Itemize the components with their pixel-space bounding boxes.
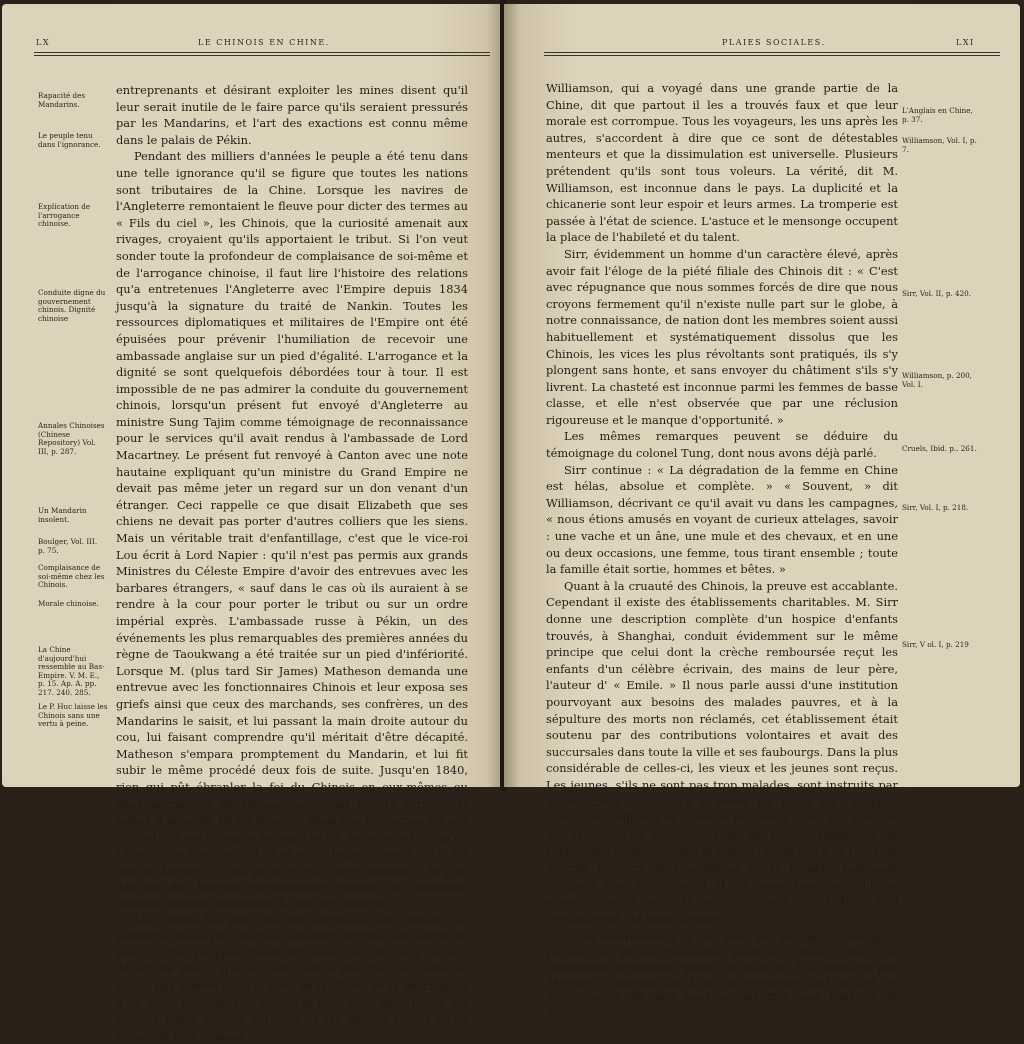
right-margin-note: Williamson, p. 200, Vol. I. [902,371,972,389]
left-body-text [116,82,468,1043]
right-margin-note: L'Anglais en Chine, p. 37. [902,106,973,124]
right-margin-note: Cruels, Ibid. p.. 261. [902,444,977,453]
paragraph: entreprenants et désirant exploiter les mines disent qu'il leur serait inutile de le faire parce qu'ils seraient pressurés par les Mandarins, et l'art des exactions est connu même dans le palais de Pékin. [116,83,468,147]
left-margin-note: Conduite digne du gouvernement chinois. Dignité chinoise [38,288,106,323]
right-body-text [546,80,898,1018]
left-margin-note: Annales Chinoises (Chinese Repository) Vol. III, p. 287. [38,421,105,456]
left-margin-note: Explication de l'arrogance chinoise. [38,202,91,229]
block-quote: « Les enterrements se font avec une décence convenable. Le cercueil et les funérailles pourraient faire honte à la chrétienne Angleterre, quand on réfléchit à la manière peu décente et souvent tout-à-fait inconvenante dont se font les enterrements de nos pauvres, inhumés aux frais de la paroisse. » [546,932,898,1018]
left-margin-note: Morale chinoise. [38,599,99,608]
right-page-number: LXI [956,38,975,47]
paragraph: Sirr continue : « La dégradation de la femme en Chine est hélas, absolue et complète. » « Souvent, » dit Williamson, décrivant ce qu'il avait vu dans les campagnes, « nous étions amusés en voyant de curieux attelages, savoir : une vache et un âne, une mule et des chevaux, et en une ou deux occasions, une femme, tous tirant ensemble ; toute la famille était sortie, hommes et bêtes. » [546,462,898,577]
left-margin-note: Le P. Huc laisse les Chinois sans une vertu à peine. [38,702,108,729]
left-header-rule [34,52,490,56]
right-running-header: PLAIES SOCIALES. [722,38,826,47]
paragraph: Les mêmes remarques peuvent se déduire du témoignage du colonel Tung, dont nous avons déjà parlé. [546,429,898,461]
paragraph: Les crimes les plus vils sont attribués aux Chinois. La peinture tracée par chaque voyageur rappelle les temps du Bas-Empire. Le père David dit avec chagrin, lors de son départ de Pékin, que le sentiment d'affection naturelle ne paraît pas exister dans le nord de la Chine, et la description d'un autre missionnaire jésuite le père Huc, description qui ne leur laisse aucune vertu et ne les montre riches qu'en vices, est bien connue. [116,912,468,1043]
left-margin-note: Complaisance de soi-même chez les Chinois. [38,563,105,590]
left-margin-note: La Chine d'aujourd'hui ressemble au Bas-Empire. V. M. E., p. 15. Ap. A. pp. 217. 240. 285. [38,645,105,697]
paragraph: Pendant des milliers d'années le peuple a été tenu dans une telle ignorance qu'il se figure que toutes les nations sont tributaires de la Chine. Lorsque les navires de l'Angleterre remontaient le fleuve pour dicter des termes au « Fils du ciel », les Chinois, que la curiosité amenait aux rivages, croyaient qu'ils apportaient le tribut. Si l'on veut sonder toute la profondeur de complaisance de soi-même et de l'arrogance chinoise, il faut lire l'histoire des relations qu'a entretenues l'Angleterre avec l'Empire depuis 1834 jusqu'à la signature du traité de Nankin. Toutes les ressources diplomatiques et militaires de l'Empire ont été épuisées pour prévenir l'humiliation de recevoir une ambassade anglaise sur un pied d'égalité. L'arrogance et la dignité se sont quelquefois débordées tour à tour. Il est impossible de ne pas admirer la conduite du gouvernement chinois, lorsqu'un présent fut envoyé d'Angleterre au ministre Sung Tajim comme témoignage de reconnaissance pour le services qu'il avait rendus à l'ambassade de Lord Macartney. Le présent fut renvoyé à Canton avec une note hautaine expliquant qu'un ministre du Grand Empire ne devait pas même jeter un regard sur un don venant d'un étranger. Ceci rappelle ce que disait Elizabeth que ses chiens ne devait pas porter d'autres colliers que les siens. Mais un véritable trait d'enfantillage, c'est que le vice-roi Lou écrit à Lord Napier : qu'il n'est pas permis aux grands Ministres du Céleste Empire d'avoir des entrevues avec les barbares étrangers, « sauf dans le cas où ils auraient à se rendre à la cour pour porter le tribut ou sur un ordre impérial exprès. L'ambassade russe à Pékin, un des événements les plus remarquables des premières années du règne de Taoukwang a été traitée sur un pied d'infériorité. Lorsque M. (plus tard Sir James) Matheson demanda une entrevue avec les fonctionnaires Chinois et leur exposa ses griefs ainsi que ceux des marchands, ses confrères, un des Mandarins le saisit, et lui passant la main droite autour du cou, lui faisant comprendre qu'il méritait d'être décapité. Matheson s'empara promptement du Mandarin, et lui fit subir le même procédé deux fois de suite. Jusqu'en 1840, rien qui pût ébranler la foi du Chinois en eux-mêmes ou dans la majesté de l'Empereur n'était encore arrivé ; et même à présent, ils ne trouvent dans nos personnes ou nos institutions aucun signe de supériorité. Nous avons vu qu'un Chinois, de l'instruction la plus distinguée, ayant vécu dix ans en Europe, et qui parle et écrit avec élégance, la plus délicate des langues européennes regarde la civilisation chinoise comme supérieure à celle de l'Europe. [116,149,468,911]
right-margin-note: Williamson, Vol. I, p. 7. [902,136,977,154]
right-margin-note: Sirr, V ol. I, p. 219 [902,640,969,649]
right-margin-note: Sirr, Vol. I, p. 218. [902,503,969,512]
left-page [2,4,502,1043]
left-margin-note: Un Mandarin insolent. [38,506,87,524]
left-margin-note: Le peuple tenu dans l'ignorance. [38,131,101,149]
right-page [504,4,1020,1018]
paragraph: Quant à la cruauté des Chinois, la preuve est accablante. Cependant il existe des établissements charitables. M. Sirr donne une description complète d'un hospice d'enfants trouvés, à Shanghai, conduit évidemment sur le même principe que celui dont la crèche remboursée reçut les enfants d'un célèbre écrivain, des mains de leur père, l'auteur d' « Emile. » Il nous parle aussi d'une institution pourvoyant aux besoins des malades pauvres, et à la sépulture des morts non réclamés, cet établissement était soutenu par des contributions volontaires et avait des succursales dans toute la ville et ses faubourgs. Dans la plus considérable de celles-ci, les vieux et les jeunes sont reçus. Les jeunes, s'ils ne sont pas trop malades, sont instruits par un maître d'école payé à même les fonds de l'hospice. Quelques vieillards et infirmes reçoivent aussi des secours au dehors. Les cercueils sont de bonne apparence et solidement construits, sur le couvert de la bière se trouvent inscrits le nom de l'institution et le nombre indiquant combien il en a été fourni. Il y a aussi, bien entendu, un espace réservé pour le nom du mort. En 1848, 6,080 cercueils ont été ainsi donnés. [546,578,898,925]
paragraph: Williamson, qui a voyagé dans une grande partie de la Chine, dit que partout il les a trouvés faux et que leur morale est corrompue. Tous les voyageurs, les uns après les autres, s'accordent à dire que ce sont de détestables menteurs et que la dissimulation est universelle. Plusieurs prétendent qu'ils sont tous voleurs. La vérité, dit M. Williamson, est inconnue dans le pays. La duplicité et la chicanerie sont leur espoir et leurs armes. La tromperie est passée à l'état de science. L'astuce et le mensonge occupent la place de l'habileté et du talent. [546,81,898,245]
right-header-rule [544,52,1000,56]
right-margin-note: Sirr, Vol. II, p. 420. [902,289,972,298]
left-margin-note: Rapacité des Mandarins. [38,91,86,109]
left-margin-note: Boulger, Vol. III. p. 75. [38,537,98,555]
left-running-header: LE CHINOIS EN CHINE. [198,38,330,47]
paragraph: Sirr, évidemment un homme d'un caractère élevé, après avoir fait l'éloge de la piété filiale des Chinois dit : « C'est avec répugnance que nous sommes forcés de dire que nous croyons fermement qu'il n'existe nulle part sur le globe, à notre connaissance, de nation dont les membres soient aussi habituellement et systématiquement dissolus que les Chinois, les vices les plus révoltants sont pratiqués, ils s'y plongent sans honte, et sans envoyer du châtiment s'ils s'y livrent. La chasteté est inconnue parmi les femmes de basse classe, et elle n'est observée que par une réclusion rigoureuse et le manque d'opportunité. » [546,246,898,427]
left-page-number: LX [36,38,51,47]
